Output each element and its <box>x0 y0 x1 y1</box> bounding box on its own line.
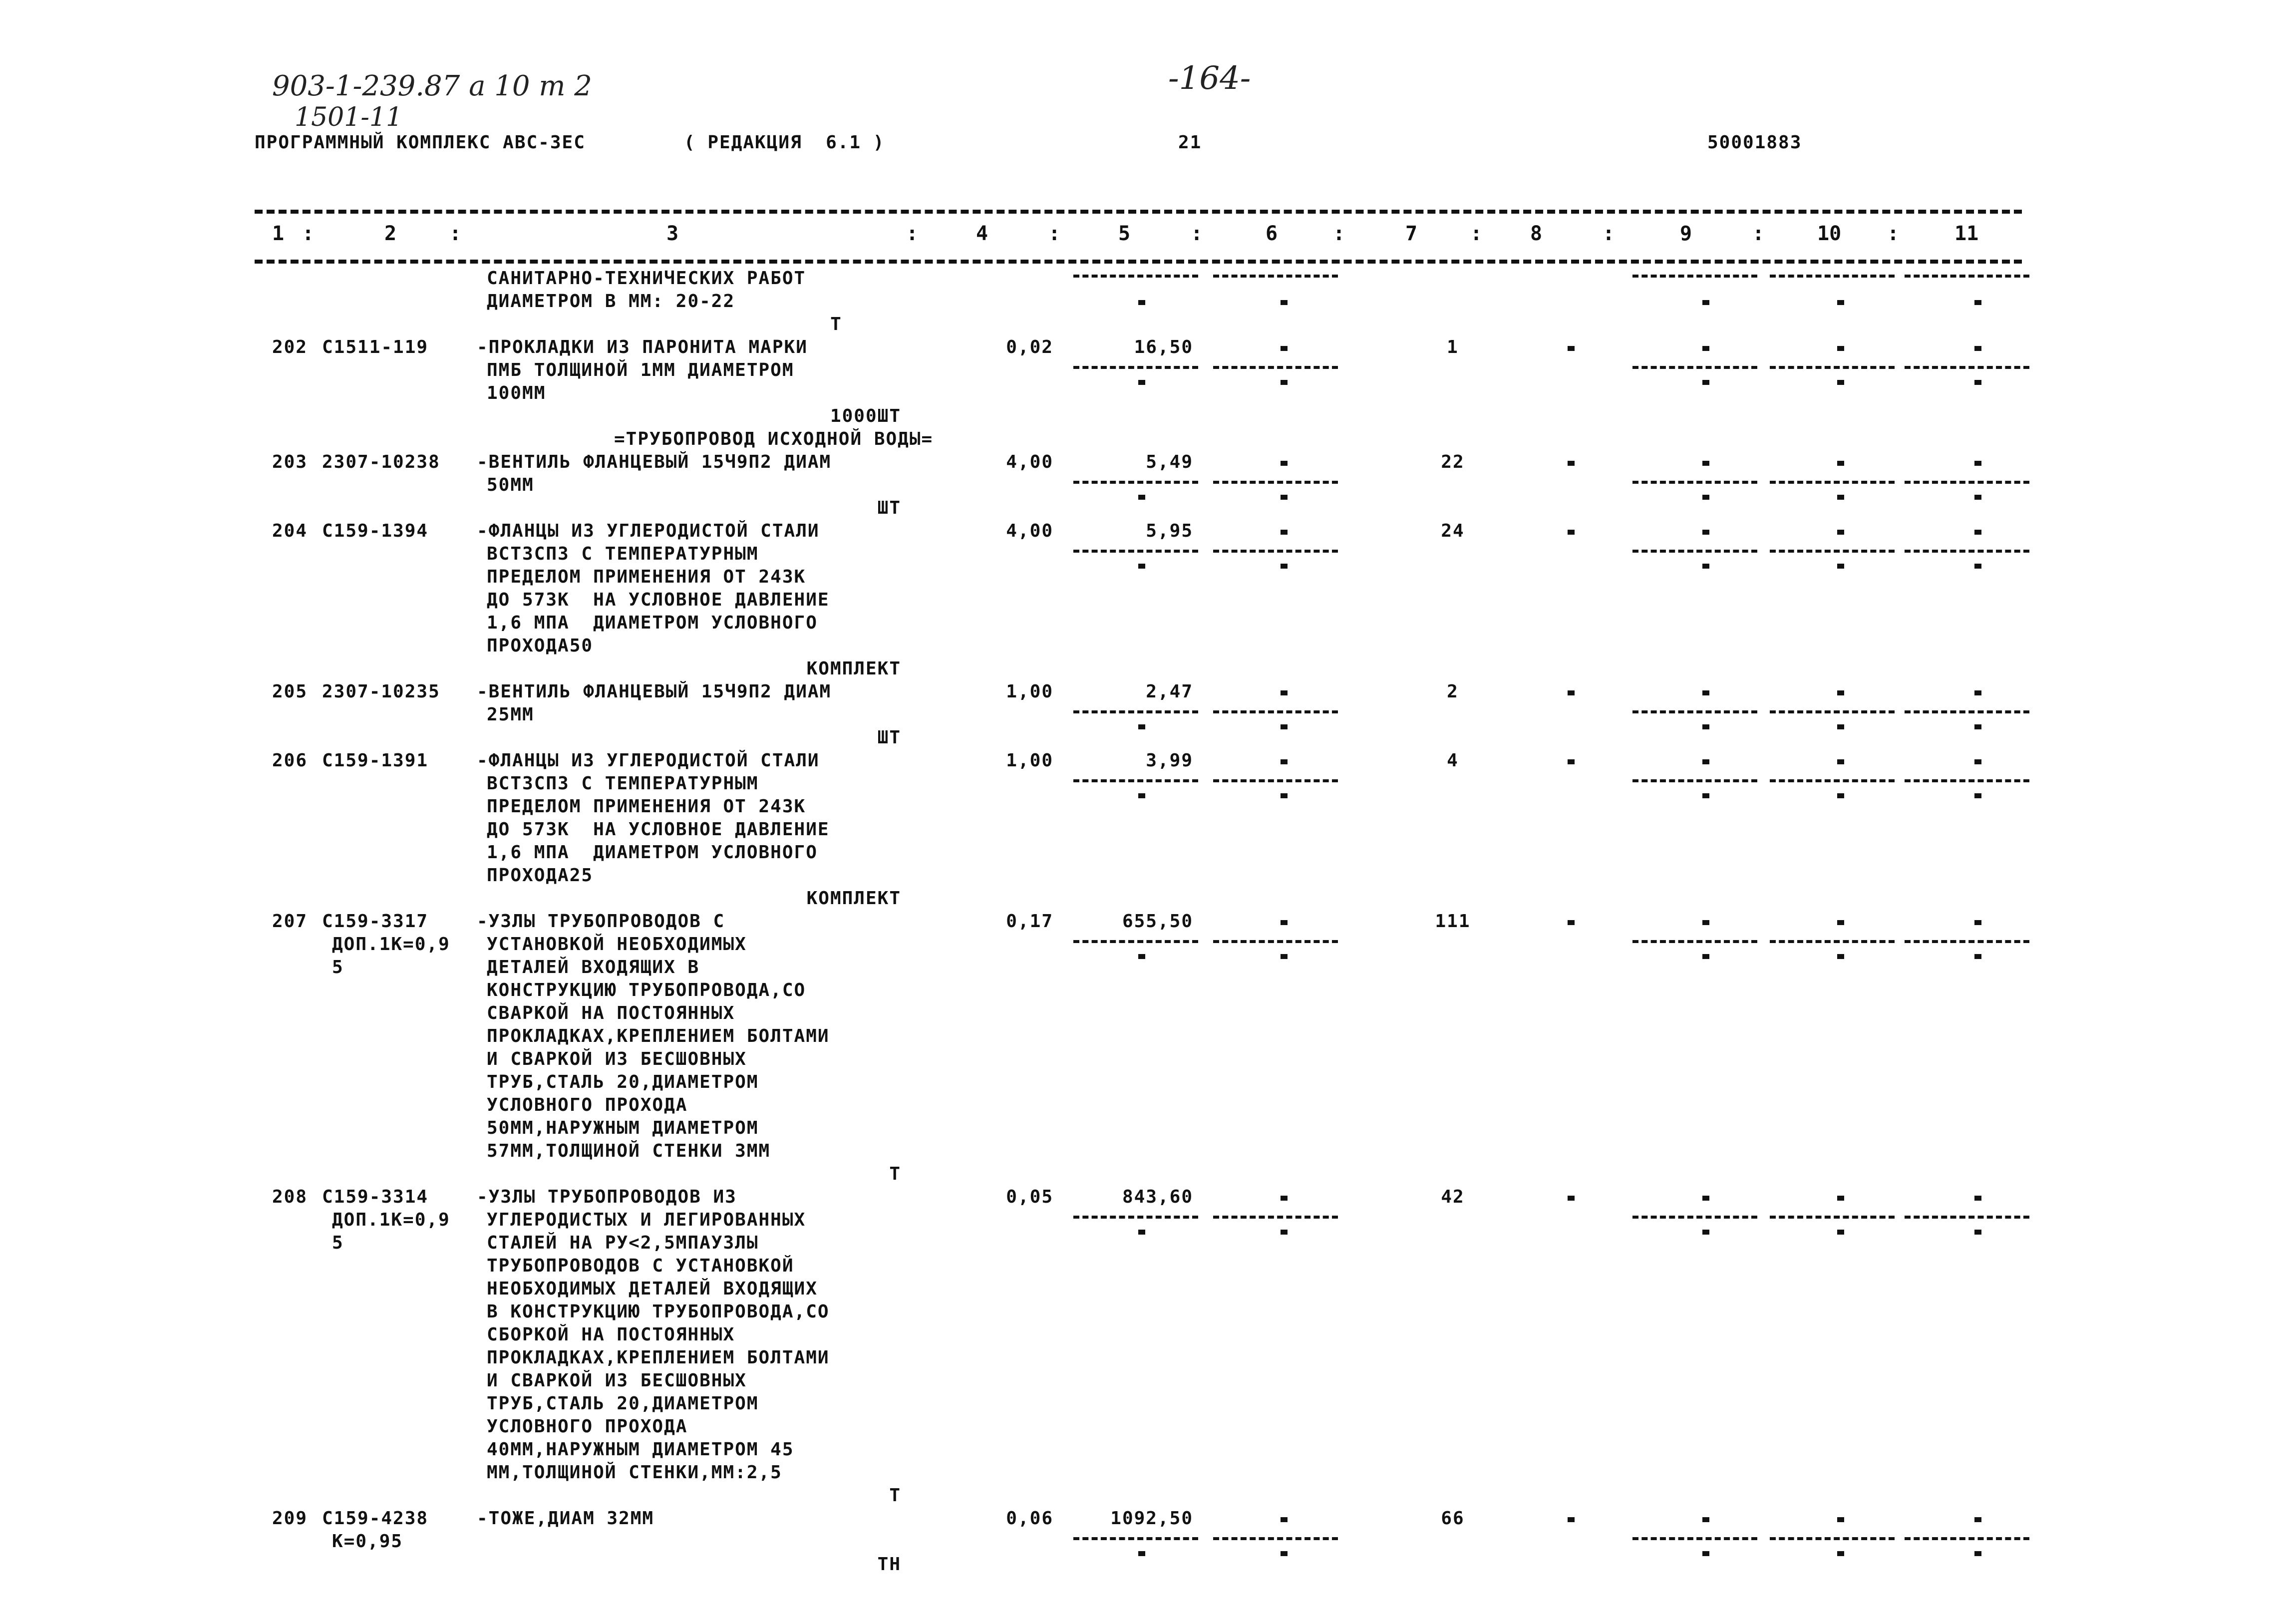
row-description-line: УГЛЕРОДИСТЫХ И ЛЕГИРОВАННЫХ <box>487 1210 806 1230</box>
cell-underline <box>1632 1216 1757 1219</box>
row-description-line: 57ММ,ТОЛЩИНОЙ СТЕНКИ 3ММ <box>487 1141 771 1161</box>
empty-cell-dash <box>1974 759 1981 764</box>
row-description-line: ДО 573К НА УСЛОВНОЕ ДАВЛЕНИЕ <box>487 819 830 840</box>
row-code-line: ДОП.1К=0,9 <box>332 934 450 955</box>
empty-cell-dash <box>1702 793 1709 798</box>
row-description-line: -ВЕНТИЛЬ ФЛАНЦЕВЫЙ 15Ч9П2 ДИАМ <box>477 681 832 702</box>
empty-cell-dash <box>1974 1196 1981 1201</box>
empty-cell-dash <box>1702 1196 1709 1201</box>
empty-cell-dash <box>1702 690 1709 695</box>
empty-cell-dash <box>1138 300 1145 305</box>
header-bottom-rule <box>255 260 2022 264</box>
row-description-line: 100ММ <box>487 383 546 403</box>
empty-cell-dash <box>1974 380 1981 385</box>
row-unit: КОМПЛЕКТ <box>806 658 901 679</box>
cell-underline <box>1770 550 1895 553</box>
cell-underline <box>1213 940 1338 943</box>
cell-underline <box>1073 1216 1198 1219</box>
row-description-line: -УЗЛЫ ТРУБОПРОВОДОВ ИЗ <box>477 1187 737 1207</box>
row-number: 207 <box>272 911 308 932</box>
column-separator: : <box>1191 222 1203 245</box>
row-description-line: -УЗЛЫ ТРУБОПРОВОДОВ С <box>477 911 725 932</box>
empty-cell-dash <box>1702 461 1709 466</box>
cell-underline <box>1905 710 2029 713</box>
empty-cell-dash <box>1281 1517 1288 1522</box>
cell-underline <box>1905 779 2029 782</box>
cell-underline <box>1632 1537 1757 1540</box>
row-description-line: ПРОХОДА50 <box>487 636 594 656</box>
column-header-10: 10 <box>1817 222 1842 245</box>
row-description-line: -ТОЖЕ,ДИАМ 32ММ <box>477 1508 654 1529</box>
row-description-line: ВСТ3СП3 С ТЕМПЕРАТУРНЫМ <box>487 544 759 564</box>
empty-cell-dash <box>1568 759 1575 764</box>
empty-cell-dash <box>1281 1196 1288 1201</box>
row-price: 16,50 <box>1134 337 1193 357</box>
row-col7-value: 42 <box>1441 1187 1465 1207</box>
empty-cell-dash <box>1837 920 1844 925</box>
empty-cell-dash <box>1281 346 1288 351</box>
row-quantity: 1,00 <box>1006 681 1053 702</box>
cell-underline <box>1632 481 1757 484</box>
empty-cell-dash <box>1837 1230 1844 1235</box>
column-separator: : <box>1470 222 1483 245</box>
column-header-5: 5 <box>1118 222 1131 245</box>
cell-underline <box>1905 940 2029 943</box>
column-header-3: 3 <box>666 222 679 245</box>
empty-cell-dash <box>1138 1551 1145 1556</box>
row-code-line: С159-3317 <box>322 911 429 932</box>
empty-cell-dash <box>1702 1551 1709 1556</box>
row-unit: Т <box>889 1485 901 1506</box>
row-unit: ШТ <box>877 498 901 518</box>
row-quantity: 1,00 <box>1006 750 1053 771</box>
row-description-line: ПРЕДЕЛОМ ПРИМЕНЕНИЯ ОТ 243К <box>487 567 806 587</box>
row-quantity: 4,00 <box>1006 521 1053 541</box>
column-separator: : <box>1887 222 1900 245</box>
row-unit: КОМПЛЕКТ <box>806 888 901 909</box>
cell-underline <box>1905 1537 2029 1540</box>
empty-cell-dash <box>1837 724 1844 729</box>
cell-underline <box>1073 779 1198 782</box>
row-code-line: С159-4238 <box>322 1508 429 1529</box>
cell-underline <box>1213 481 1338 484</box>
empty-cell-dash <box>1568 920 1575 925</box>
empty-cell-dash <box>1281 954 1288 959</box>
row-number: 209 <box>272 1508 308 1529</box>
edition-label: ( РЕДАКЦИЯ 6.1 ) <box>684 132 885 153</box>
column-separator: : <box>1333 222 1345 245</box>
row-description-line: -ФЛАНЦЫ ИЗ УГЛЕРОДИСТОЙ СТАЛИ <box>477 521 820 541</box>
column-header-4: 4 <box>976 222 988 245</box>
row-description-line: -ВЕНТИЛЬ ФЛАНЦЕВЫЙ 15Ч9П2 ДИАМ <box>477 452 832 472</box>
row-price: 1092,50 <box>1110 1508 1193 1529</box>
empty-cell-dash <box>1974 300 1981 305</box>
row-code-line: С159-3314 <box>322 1187 429 1207</box>
document-id: 50001883 <box>1707 132 1802 153</box>
row-description-line: УСЛОВНОГО ПРОХОДА <box>487 1416 688 1437</box>
empty-cell-dash <box>1138 495 1145 500</box>
row-unit: ШТ <box>877 727 901 748</box>
column-header-6: 6 <box>1266 222 1278 245</box>
row-description-line: ПРЕДЕЛОМ ПРИМЕНЕНИЯ ОТ 243К <box>487 796 806 817</box>
empty-cell-dash <box>1138 724 1145 729</box>
column-header-2: 2 <box>384 222 397 245</box>
row-price: 5,95 <box>1146 521 1193 541</box>
row-description-line: СВАРКОЙ НА ПОСТОЯННЫХ <box>487 1003 735 1023</box>
row-description-line: ММ,ТОЛЩИНОЙ СТЕНКИ,ММ:2,5 <box>487 1462 782 1483</box>
row-description-line: -ФЛАНЦЫ ИЗ УГЛЕРОДИСТОЙ СТАЛИ <box>477 750 820 771</box>
cell-underline <box>1905 275 2029 278</box>
empty-cell-dash <box>1568 1517 1575 1522</box>
empty-cell-dash <box>1702 495 1709 500</box>
handwritten-page-number: -164- <box>1168 60 1251 97</box>
empty-cell-dash <box>1702 346 1709 351</box>
empty-cell-dash <box>1281 724 1288 729</box>
cell-underline <box>1073 481 1198 484</box>
row-description-line: ВСТ3СП3 С ТЕМПЕРАТУРНЫМ <box>487 773 759 794</box>
cell-underline <box>1213 366 1338 369</box>
empty-cell-dash <box>1281 1230 1288 1235</box>
handwritten-code-line2: 1501-11 <box>295 102 403 132</box>
row-code-line: С159-1391 <box>322 750 429 771</box>
column-separator: : <box>449 222 462 245</box>
cell-underline <box>1770 366 1895 369</box>
column-header-1: 1 <box>272 222 285 245</box>
empty-cell-dash <box>1974 564 1981 569</box>
cell-underline <box>1073 710 1198 713</box>
row-description-line: В КОНСТРУКЦИЮ ТРУБОПРОВОДА,СО <box>487 1301 830 1322</box>
row-description-line: 50ММ,НАРУЖНЫМ ДИАМЕТРОМ <box>487 1118 759 1138</box>
empty-cell-dash <box>1974 1230 1981 1235</box>
row-code-line: 5 <box>332 1233 344 1253</box>
empty-cell-dash <box>1974 920 1981 925</box>
empty-cell-dash <box>1974 461 1981 466</box>
row-col7-value: 4 <box>1447 750 1459 771</box>
cell-underline <box>1770 1537 1895 1540</box>
continuation-unit: Т <box>830 314 842 334</box>
row-unit: Т <box>889 1164 901 1184</box>
row-code-line: С1511-119 <box>322 337 429 357</box>
row-description-line: ТРУБ,СТАЛЬ 20,ДИАМЕТРОМ <box>487 1072 759 1092</box>
row-col7-value: 66 <box>1441 1508 1465 1529</box>
row-number: 204 <box>272 521 308 541</box>
row-code-line: 2307-10235 <box>322 681 440 702</box>
empty-cell-dash <box>1837 954 1844 959</box>
empty-cell-dash <box>1974 690 1981 695</box>
empty-cell-dash <box>1702 530 1709 535</box>
empty-cell-dash <box>1281 380 1288 385</box>
cell-underline <box>1632 940 1757 943</box>
cell-underline <box>1632 779 1757 782</box>
sheet-number: 21 <box>1178 132 1202 153</box>
empty-cell-dash <box>1837 690 1844 695</box>
empty-cell-dash <box>1837 1517 1844 1522</box>
continuation-text-line: ДИАМЕТРОМ В ММ: 20-22 <box>487 291 735 312</box>
continuation-text-line: САНИТАРНО-ТЕХНИЧЕСКИХ РАБОТ <box>487 268 806 289</box>
empty-cell-dash <box>1837 346 1844 351</box>
empty-cell-dash <box>1281 759 1288 764</box>
empty-cell-dash <box>1974 495 1981 500</box>
empty-cell-dash <box>1974 1551 1981 1556</box>
row-description-line: НЕОБХОДИМЫХ ДЕТАЛЕЙ ВХОДЯЩИХ <box>487 1279 818 1299</box>
cell-underline <box>1632 275 1757 278</box>
row-description-line: ТРУБОПРОВОДОВ С УСТАНОВКОЙ <box>487 1256 794 1276</box>
row-description-line: ТРУБ,СТАЛЬ 20,ДИАМЕТРОМ <box>487 1393 759 1414</box>
row-number: 202 <box>272 337 308 357</box>
row-description-line: 1,6 МПА ДИАМЕТРОМ УСЛОВНОГО <box>487 613 818 633</box>
cell-underline <box>1905 550 2029 553</box>
row-number: 206 <box>272 750 308 771</box>
empty-cell-dash <box>1281 564 1288 569</box>
cell-underline <box>1770 275 1895 278</box>
column-header-7: 7 <box>1405 222 1418 245</box>
row-unit: ТН <box>877 1554 901 1575</box>
empty-cell-dash <box>1568 346 1575 351</box>
column-header-11: 11 <box>1954 222 1979 245</box>
row-description-line: УСЛОВНОГО ПРОХОДА <box>487 1095 688 1115</box>
column-separator: : <box>1048 222 1061 245</box>
empty-cell-dash <box>1837 759 1844 764</box>
row-description-line: ПРОКЛАДКАХ,КРЕПЛЕНИЕМ БОЛТАМИ <box>487 1026 830 1046</box>
row-description-line: ПМБ ТОЛЩИНОЙ 1ММ ДИАМЕТРОМ <box>487 360 794 380</box>
handwritten-code-line1: 903-1-239.87 а 10 т 2 <box>272 70 592 102</box>
cell-underline <box>1073 550 1198 553</box>
empty-cell-dash <box>1702 380 1709 385</box>
row-description-line: 25ММ <box>487 704 534 725</box>
cell-underline <box>1213 1216 1338 1219</box>
row-quantity: 0,05 <box>1006 1187 1053 1207</box>
row-description-line: -ПРОКЛАДКИ ИЗ ПАРОНИТА МАРКИ <box>477 337 808 357</box>
empty-cell-dash <box>1837 1196 1844 1201</box>
empty-cell-dash <box>1837 530 1844 535</box>
cell-underline <box>1213 779 1338 782</box>
row-number: 208 <box>272 1187 308 1207</box>
empty-cell-dash <box>1837 300 1844 305</box>
cell-underline <box>1632 710 1757 713</box>
empty-cell-dash <box>1568 530 1575 535</box>
empty-cell-dash <box>1837 1551 1844 1556</box>
cell-underline <box>1905 481 2029 484</box>
cell-underline <box>1770 710 1895 713</box>
row-description-line: СТАЛЕЙ НА РУ<2,5МПАУЗЛЫ <box>487 1233 759 1253</box>
empty-cell-dash <box>1138 793 1145 798</box>
row-quantity: 0,02 <box>1006 337 1053 357</box>
row-description-line: ПРОХОДА25 <box>487 865 594 886</box>
empty-cell-dash <box>1281 461 1288 466</box>
row-description-line: 40ММ,НАРУЖНЫМ ДИАМЕТРОМ 45 <box>487 1439 794 1460</box>
empty-cell-dash <box>1281 793 1288 798</box>
section-heading: =ТРУБОПРОВОД ИСХОДНОЙ ВОДЫ= <box>614 429 934 449</box>
row-description-line: 50ММ <box>487 475 534 495</box>
empty-cell-dash <box>1702 954 1709 959</box>
row-price: 843,60 <box>1122 1187 1193 1207</box>
empty-cell-dash <box>1974 954 1981 959</box>
empty-cell-dash <box>1138 564 1145 569</box>
empty-cell-dash <box>1138 954 1145 959</box>
empty-cell-dash <box>1702 759 1709 764</box>
cell-underline <box>1770 779 1895 782</box>
row-price: 2,47 <box>1146 681 1193 702</box>
empty-cell-dash <box>1837 793 1844 798</box>
cell-underline <box>1770 940 1895 943</box>
row-price: 655,50 <box>1122 911 1193 932</box>
row-col7-value: 111 <box>1435 911 1471 932</box>
empty-cell-dash <box>1138 380 1145 385</box>
empty-cell-dash <box>1702 564 1709 569</box>
row-unit: 1000ШТ <box>830 406 901 426</box>
row-quantity: 4,00 <box>1006 452 1053 472</box>
empty-cell-dash <box>1281 530 1288 535</box>
row-price: 5,49 <box>1146 452 1193 472</box>
row-col7-value: 24 <box>1441 521 1465 541</box>
row-code-line: ДОП.1К=0,9 <box>332 1210 450 1230</box>
empty-cell-dash <box>1837 495 1844 500</box>
row-description-line: УСТАНОВКОЙ НЕОБХОДИМЫХ <box>487 934 747 955</box>
cell-underline <box>1905 1216 2029 1219</box>
cell-underline <box>1905 366 2029 369</box>
empty-cell-dash <box>1138 1230 1145 1235</box>
empty-cell-dash <box>1281 690 1288 695</box>
empty-cell-dash <box>1568 461 1575 466</box>
empty-cell-dash <box>1974 530 1981 535</box>
cell-underline <box>1073 275 1198 278</box>
empty-cell-dash <box>1702 1517 1709 1522</box>
program-title: ПРОГРАММНЫЙ КОМПЛЕКС АВС-3ЕС <box>255 132 586 153</box>
empty-cell-dash <box>1281 920 1288 925</box>
row-price: 3,99 <box>1146 750 1193 771</box>
row-quantity: 0,06 <box>1006 1508 1053 1529</box>
empty-cell-dash <box>1702 300 1709 305</box>
cell-underline <box>1073 366 1198 369</box>
row-col7-value: 1 <box>1447 337 1459 357</box>
row-description-line: И СВАРКОЙ ИЗ БЕСШОВНЫХ <box>487 1370 747 1391</box>
header-top-rule <box>255 210 2022 214</box>
row-number: 203 <box>272 452 308 472</box>
cell-underline <box>1073 1537 1198 1540</box>
empty-cell-dash <box>1702 920 1709 925</box>
empty-cell-dash <box>1702 724 1709 729</box>
empty-cell-dash <box>1281 495 1288 500</box>
cell-underline <box>1770 1216 1895 1219</box>
row-description-line: КОНСТРУКЦИЮ ТРУБОПРОВОДА,СО <box>487 980 806 1000</box>
empty-cell-dash <box>1837 380 1844 385</box>
row-code-line: 2307-10238 <box>322 452 440 472</box>
row-quantity: 0,17 <box>1006 911 1053 932</box>
row-description-line: СБОРКОЙ НА ПОСТОЯННЫХ <box>487 1324 735 1345</box>
empty-cell-dash <box>1568 1196 1575 1201</box>
column-separator: : <box>1603 222 1615 245</box>
cell-underline <box>1213 275 1338 278</box>
row-description-line: ДО 573К НА УСЛОВНОЕ ДАВЛЕНИЕ <box>487 590 830 610</box>
column-header-9: 9 <box>1680 222 1692 245</box>
empty-cell-dash <box>1702 1230 1709 1235</box>
column-separator: : <box>1752 222 1765 245</box>
empty-cell-dash <box>1568 690 1575 695</box>
empty-cell-dash <box>1974 724 1981 729</box>
row-col7-value: 2 <box>1447 681 1459 702</box>
row-description-line: ДЕТАЛЕЙ ВХОДЯЩИХ В <box>487 957 700 977</box>
row-description-line: ПРОКЛАДКАХ,КРЕПЛЕНИЕМ БОЛТАМИ <box>487 1347 830 1368</box>
cell-underline <box>1073 940 1198 943</box>
cell-underline <box>1632 366 1757 369</box>
cell-underline <box>1213 550 1338 553</box>
empty-cell-dash <box>1974 1517 1981 1522</box>
empty-cell-dash <box>1281 300 1288 305</box>
row-description-line: 1,6 МПА ДИАМЕТРОМ УСЛОВНОГО <box>487 842 818 863</box>
cell-underline <box>1213 710 1338 713</box>
row-code-line: С159-1394 <box>322 521 429 541</box>
empty-cell-dash <box>1974 346 1981 351</box>
cell-underline <box>1632 550 1757 553</box>
row-code-line: 5 <box>332 957 344 977</box>
row-description-line: И СВАРКОЙ ИЗ БЕСШОВНЫХ <box>487 1049 747 1069</box>
column-header-8: 8 <box>1530 222 1543 245</box>
empty-cell-dash <box>1837 564 1844 569</box>
empty-cell-dash <box>1281 1551 1288 1556</box>
row-col7-value: 22 <box>1441 452 1465 472</box>
empty-cell-dash <box>1974 793 1981 798</box>
row-code-line: К=0,95 <box>332 1531 403 1552</box>
cell-underline <box>1770 481 1895 484</box>
cell-underline <box>1213 1537 1338 1540</box>
column-separator: : <box>906 222 919 245</box>
row-number: 205 <box>272 681 308 702</box>
empty-cell-dash <box>1837 461 1844 466</box>
column-separator: : <box>302 222 315 245</box>
